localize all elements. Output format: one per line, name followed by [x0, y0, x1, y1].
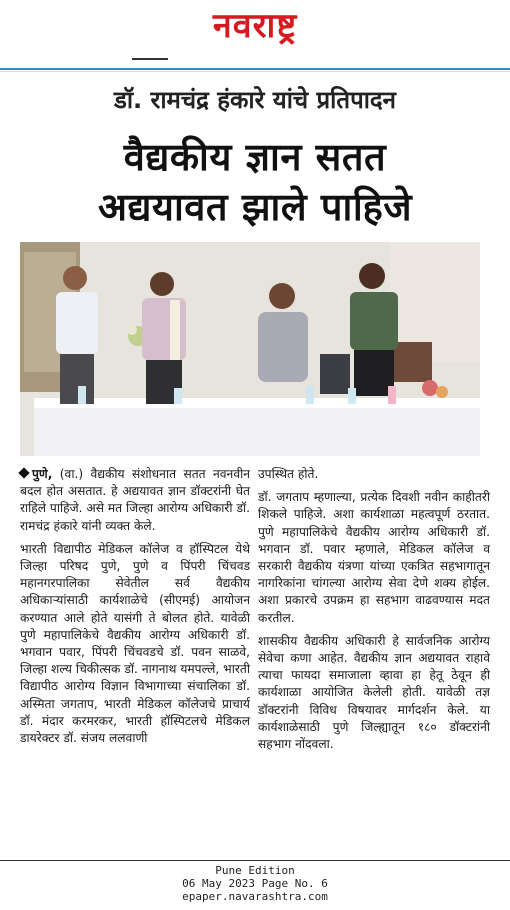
article-agency: (वा.)	[59, 467, 84, 481]
headline-line-2: अद्ययावत झाले पाहिजे	[97, 185, 413, 229]
article-paragraph: भारती विद्यापीठ मेडिकल कॉलेज व हॉस्पिटल येथे जिल्हा परिषद पुणे, पुणे व पिंपरी चिंचवड महानगरपालिका सेवेतील सर्व वैद्यकीय अधिकाऱ्यांसाठी कार्यशाळेचे (सीएमई) आयोजन करण्यात आले होते यासंगी ते बोलत होते. यावेळी पुणे महापालिकेचे वैद्यकीय आरोग्य अधिकारी डॉ. भगवान पवार, पिंपरी चिंचवडचे डॉ. पवन साळवे, जिल्हा शल्य चिकीत्सक डॉ. नागनाथ यमपल्ले, भारती विद्यापीठ आरोग्य विज्ञान विभागाच्या संचालिका डॉ. अस्मिता जगताप, भारती मेडिकल कॉलेजचे प्राचार्य डॉ. मंदार करमरकर, भारती हॉस्पिटलचे मेडिकल डायरेक्टर डॉ. संजय ललवाणी	[20, 541, 250, 746]
masthead-rule	[0, 68, 510, 70]
article-paragraph	[20, 466, 250, 535]
event-photo-illustration	[20, 242, 480, 456]
footer-divider	[0, 860, 510, 861]
article-text: वैद्यकीय संशोधनात सतत नवनवीन बदल होत असतात. हे अद्ययावत ज्ञान डॉक्टरांनी घेत राहिले पाहिजे. असे मत जिल्हा आरोग्य अधिकारी डॉ. रामचंद्र हंकारे यांनी व्यक्त केले.	[20, 467, 251, 533]
article-paragraph: डॉ. जगताप म्हणाल्या, प्रत्येक दिवशी नवीन काहीतरी शिकले पाहिजे. अशा कार्यशाळा महत्वपूर्ण ठरतात. पुणे महापालिकेचे वैद्यकीय आरोग्य अधिकारी डॉ. भगवान डॉ. पवार म्हणाले, मेडिकल कॉलेज व सरकारी वैद्यकीय यंत्रणा यांच्या एकत्रित सहभागातून नागरिकांना चांगल्या आरोग्य सेवा देणे शक्य होईल. अशा प्रकारचे उपक्रम हा सहभाग वाढवण्यास मदत करतील.	[258, 490, 490, 625]
lead-marker-icon	[18, 467, 29, 478]
masthead-underline	[132, 58, 168, 60]
article-photo	[20, 242, 480, 456]
footer-date-page: 06 May 2023 Page No. 6	[182, 877, 328, 890]
article-dateline: पुणे,	[32, 467, 53, 481]
masthead	[0, 0, 510, 62]
masthead-rule-secondary	[0, 71, 510, 72]
headline-line-1: वैद्यकीय ज्ञान सतत	[123, 135, 387, 179]
newspaper-logo: नवराष्ट्र	[212, 6, 298, 46]
article-column-right	[258, 466, 490, 759]
article-column-left	[20, 466, 250, 753]
article-paragraph: शासकीय वैद्यकीय अधिकारी हे सार्वजनिक आरोग्य सेवेचा कणा आहेत. वैद्यकीय ज्ञान अद्ययावत राहावे त्याचा फायदा समाजाला व्हावा हा हेतू ठेवून ही कार्यशाळा आयोजित केलेली होती. यावेळी तज्ञ डॉक्टरांनी विविध विषयावर मार्गदर्शन केले. या कार्यशाळेसाठी पुणे जिल्ह्यातून १८० डॉक्टरांनी सहभाग नोंदवला.	[258, 633, 490, 752]
article-paragraph: उपस्थित होते.	[258, 467, 319, 481]
article-headline	[0, 132, 510, 232]
footer-edition: Pune Edition	[215, 864, 295, 877]
article-kicker: डॉ. रामचंद्र हंकारे यांचे प्रतिपादन	[113, 86, 396, 114]
footer-url: epaper.navarashtra.com	[182, 890, 328, 903]
page-footer	[0, 864, 510, 903]
